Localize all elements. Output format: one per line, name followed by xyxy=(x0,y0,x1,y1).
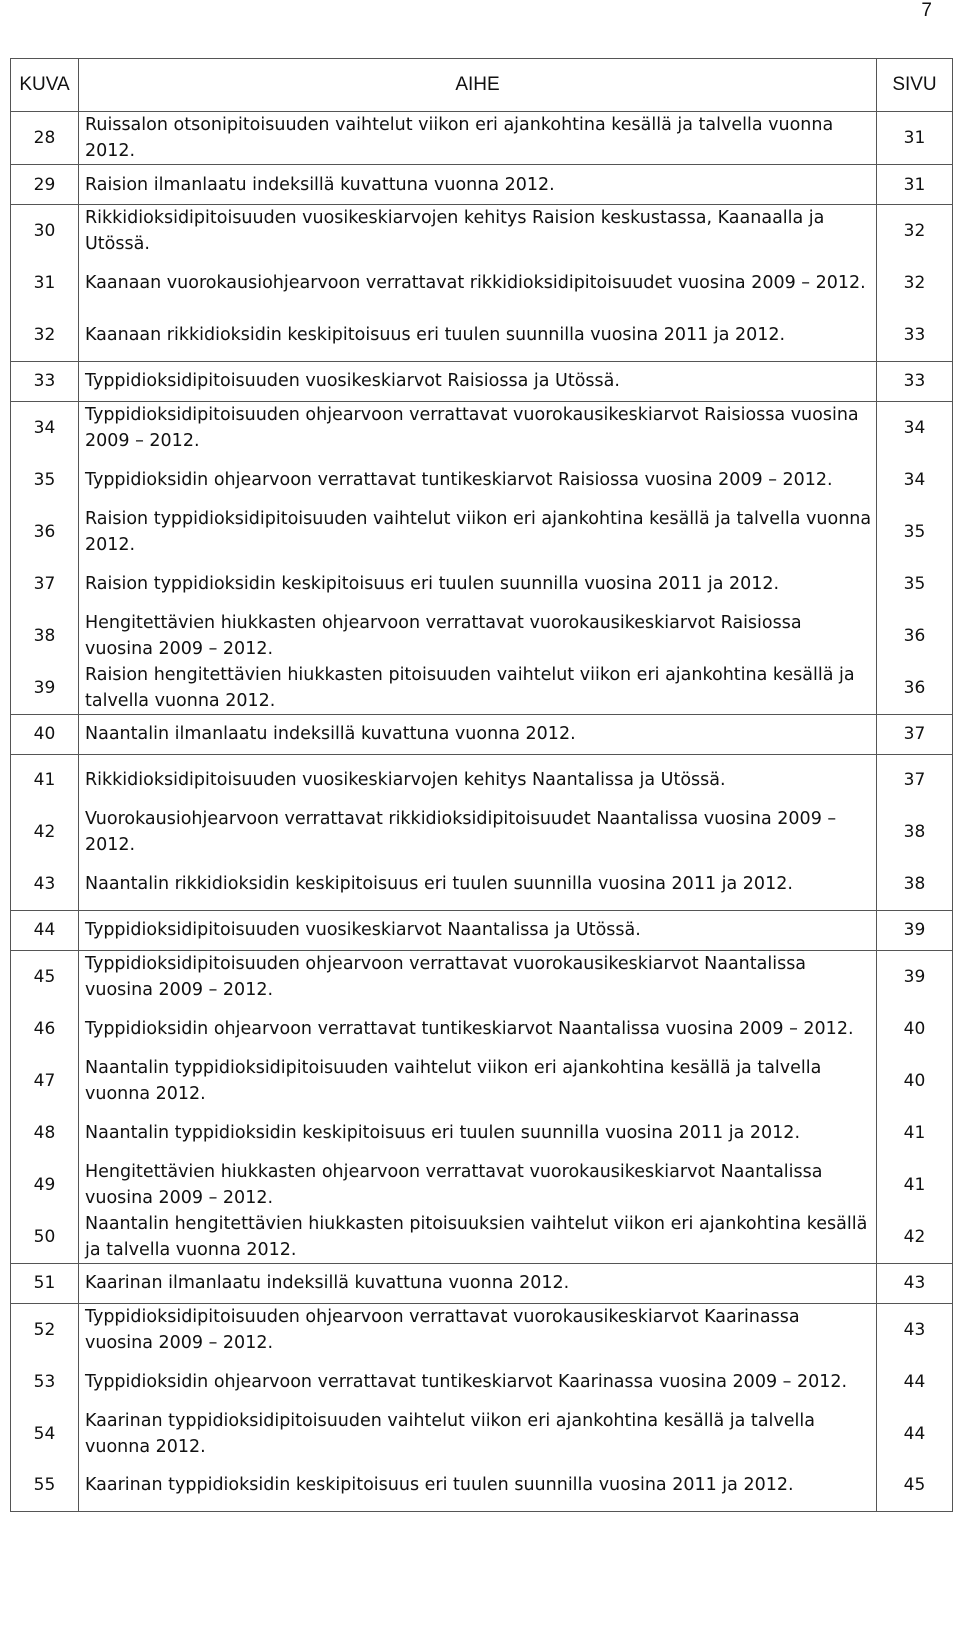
figure-number: 55 xyxy=(11,1460,79,1512)
figure-title: Typpidioksidin ohjearvoon verrattavat tuntikeskiarvot Naantalissa vuosina 2009 – 2012. xyxy=(79,1003,877,1055)
figure-title: Typpidioksidin ohjearvoon verrattavat tuntikeskiarvot Kaarinassa vuosina 2009 – 2012. xyxy=(79,1356,877,1408)
figure-page: 33 xyxy=(877,361,953,401)
figure-page: 43 xyxy=(877,1303,953,1356)
figure-number: 52 xyxy=(11,1303,79,1356)
figure-number: 39 xyxy=(11,662,79,715)
figure-number: 34 xyxy=(11,401,79,454)
figure-page: 36 xyxy=(877,610,953,662)
table-row xyxy=(11,257,953,309)
figure-page: 42 xyxy=(877,1211,953,1264)
figure-page: 40 xyxy=(877,1055,953,1107)
figure-number: 46 xyxy=(11,1003,79,1055)
figure-title: Typpidioksidin ohjearvoon verrattavat tuntikeskiarvot Raisiossa vuosina 2009 – 2012. xyxy=(79,454,877,506)
figure-title: Raision typpidioksidipitoisuuden vaihtelut viikon eri ajankohtina kesällä ja talvella vuonna 2012. xyxy=(79,506,877,558)
table-row xyxy=(11,714,953,754)
figure-page: 35 xyxy=(877,506,953,558)
figure-number: 40 xyxy=(11,714,79,754)
figure-title: Vuorokausiohjearvoon verrattavat rikkidioksidipitoisuudet Naantalissa vuosina 2009 – 2012. xyxy=(79,806,877,858)
table-row xyxy=(11,165,953,205)
figure-number: 43 xyxy=(11,858,79,910)
figure-page: 36 xyxy=(877,662,953,715)
figure-page: 41 xyxy=(877,1107,953,1159)
table-row xyxy=(11,112,953,165)
figure-title: Raision ilmanlaatu indeksillä kuvattuna vuonna 2012. xyxy=(79,165,877,205)
table-row xyxy=(11,950,953,1003)
figure-title: Naantalin rikkidioksidin keskipitoisuus eri tuulen suunnilla vuosina 2011 ja 2012. xyxy=(79,858,877,910)
table-row xyxy=(11,1003,953,1055)
figure-number: 48 xyxy=(11,1107,79,1159)
figure-number: 29 xyxy=(11,165,79,205)
figure-page: 38 xyxy=(877,858,953,910)
figure-page: 40 xyxy=(877,1003,953,1055)
figure-page: 34 xyxy=(877,454,953,506)
table-row xyxy=(11,858,953,910)
table-row xyxy=(11,1211,953,1264)
figure-title: Kaarinan typpidioksidin keskipitoisuus eri tuulen suunnilla vuosina 2011 ja 2012. xyxy=(79,1460,877,1512)
figure-number: 41 xyxy=(11,754,79,806)
figure-page: 34 xyxy=(877,401,953,454)
figure-title: Raision hengitettävien hiukkasten pitoisuuden vaihtelut viikon eri ajankohtina kesällä ja talvella vuonna 2012. xyxy=(79,662,877,715)
figure-page: 45 xyxy=(877,1460,953,1512)
column-header-sivu: SIVU xyxy=(877,59,953,112)
figure-list-table xyxy=(10,58,953,1512)
table-row xyxy=(11,1055,953,1107)
table-row xyxy=(11,910,953,950)
figure-number: 30 xyxy=(11,205,79,258)
figure-title: Naantalin typpidioksidipitoisuuden vaihtelut viikon eri ajankohtina kesällä ja talvella vuonna 2012. xyxy=(79,1055,877,1107)
figure-number: 51 xyxy=(11,1263,79,1303)
figure-page: 32 xyxy=(877,205,953,258)
table-row xyxy=(11,662,953,715)
table-row xyxy=(11,558,953,610)
figure-title: Typpidioksidipitoisuuden ohjearvoon verrattavat vuorokausikeskiarvot Raisiossa vuosina 2009 – 2012. xyxy=(79,401,877,454)
page-number: 7 xyxy=(921,0,932,21)
figure-number: 47 xyxy=(11,1055,79,1107)
figure-page: 38 xyxy=(877,806,953,858)
figure-page: 39 xyxy=(877,910,953,950)
figure-page: 31 xyxy=(877,165,953,205)
table-row xyxy=(11,1356,953,1408)
figure-number: 44 xyxy=(11,910,79,950)
table-row xyxy=(11,754,953,806)
figure-title: Raision typpidioksidin keskipitoisuus eri tuulen suunnilla vuosina 2011 ja 2012. xyxy=(79,558,877,610)
figure-number: 35 xyxy=(11,454,79,506)
figure-page: 41 xyxy=(877,1159,953,1211)
figure-title: Kaarinan typpidioksidipitoisuuden vaihtelut viikon eri ajankohtina kesällä ja talvella vuonna 2012. xyxy=(79,1408,877,1460)
figure-number: 54 xyxy=(11,1408,79,1460)
column-header-aihe: AIHE xyxy=(79,59,877,112)
figure-title: Naantalin ilmanlaatu indeksillä kuvattuna vuonna 2012. xyxy=(79,714,877,754)
figure-title: Rikkidioksidipitoisuuden vuosikeskiarvojen kehitys Naantalissa ja Utössä. xyxy=(79,754,877,806)
figure-number: 37 xyxy=(11,558,79,610)
figure-page: 44 xyxy=(877,1408,953,1460)
figure-number: 38 xyxy=(11,610,79,662)
table-row xyxy=(11,506,953,558)
table-row xyxy=(11,1303,953,1356)
figure-page: 43 xyxy=(877,1263,953,1303)
figure-title: Naantalin typpidioksidin keskipitoisuus eri tuulen suunnilla vuosina 2011 ja 2012. xyxy=(79,1107,877,1159)
table-row xyxy=(11,205,953,258)
figure-page: 44 xyxy=(877,1356,953,1408)
figure-title: Kaanaan vuorokausiohjearvoon verrattavat rikkidioksidipitoisuudet vuosina 2009 – 2012. xyxy=(79,257,877,309)
figure-number: 53 xyxy=(11,1356,79,1408)
figure-number: 31 xyxy=(11,257,79,309)
figure-number: 28 xyxy=(11,112,79,165)
figure-title: Naantalin hengitettävien hiukkasten pitoisuuksien vaihtelut viikon eri ajankohtina kesällä ja talvella vuonna 2012. xyxy=(79,1211,877,1264)
table-row xyxy=(11,454,953,506)
figure-title: Rikkidioksidipitoisuuden vuosikeskiarvojen kehitys Raision keskustassa, Kaanaalla ja Utössä. xyxy=(79,205,877,258)
table-row xyxy=(11,1460,953,1512)
column-header-kuva: KUVA xyxy=(11,59,79,112)
figure-page: 31 xyxy=(877,112,953,165)
table-row xyxy=(11,309,953,361)
figure-title: Typpidioksidipitoisuuden vuosikeskiarvot Naantalissa ja Utössä. xyxy=(79,910,877,950)
figure-number: 33 xyxy=(11,361,79,401)
table-header-row xyxy=(11,59,953,112)
figure-title: Ruissalon otsonipitoisuuden vaihtelut viikon eri ajankohtina kesällä ja talvella vuonna 2012. xyxy=(79,112,877,165)
figure-number: 42 xyxy=(11,806,79,858)
figure-page: 32 xyxy=(877,257,953,309)
figure-number: 45 xyxy=(11,950,79,1003)
figure-number: 49 xyxy=(11,1159,79,1211)
table-row xyxy=(11,361,953,401)
figure-number: 36 xyxy=(11,506,79,558)
table-row xyxy=(11,1263,953,1303)
figure-title: Typpidioksidipitoisuuden ohjearvoon verrattavat vuorokausikeskiarvot Naantalissa vuosina 2009 – 2012. xyxy=(79,950,877,1003)
figure-number: 32 xyxy=(11,309,79,361)
figure-title: Typpidioksidipitoisuuden ohjearvoon verrattavat vuorokausikeskiarvot Kaarinassa vuosina 2009 – 2012. xyxy=(79,1303,877,1356)
table-row xyxy=(11,1107,953,1159)
figure-title: Hengitettävien hiukkasten ohjearvoon verrattavat vuorokausikeskiarvot Naantalissa vuosina 2009 – 2012. xyxy=(79,1159,877,1211)
figure-title: Hengitettävien hiukkasten ohjearvoon verrattavat vuorokausikeskiarvot Raisiossa vuosina 2009 – 2012. xyxy=(79,610,877,662)
table-row xyxy=(11,1159,953,1211)
figure-page: 35 xyxy=(877,558,953,610)
figure-page: 37 xyxy=(877,754,953,806)
table-row xyxy=(11,401,953,454)
figure-page: 39 xyxy=(877,950,953,1003)
figure-page: 33 xyxy=(877,309,953,361)
figure-title: Kaarinan ilmanlaatu indeksillä kuvattuna vuonna 2012. xyxy=(79,1263,877,1303)
table-row xyxy=(11,610,953,662)
table-row xyxy=(11,806,953,858)
figure-title: Kaanaan rikkidioksidin keskipitoisuus eri tuulen suunnilla vuosina 2011 ja 2012. xyxy=(79,309,877,361)
figure-number: 50 xyxy=(11,1211,79,1264)
table-row xyxy=(11,1408,953,1460)
figure-title: Typpidioksidipitoisuuden vuosikeskiarvot Raisiossa ja Utössä. xyxy=(79,361,877,401)
figure-page: 37 xyxy=(877,714,953,754)
